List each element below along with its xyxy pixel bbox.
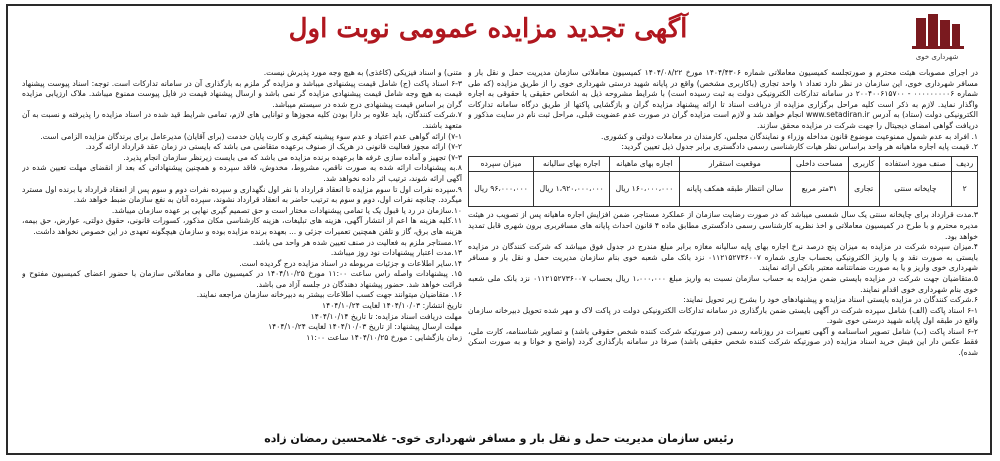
condition-6: ۶.شرکت کنندگان در مزایده بایستی اسناد مزایده و پیشنهادهای خود را بشرح زیر تحویل نمایند: xyxy=(683,295,978,305)
condition-6-1: ۶-۱ اسناد پاکت (الف) شامل سپرده شرکت در آگهی بایستی ضمن بارگذاری در سامانه تدارکات الکترونیکی دولت در پاکت لاک و مهر شده تحویل دبیرخانه سازمان واقع در طبقه اول پایانه شهید درستی خوی شود. xyxy=(468,305,978,326)
paragraph: ۸.به پیشنهادات ارائه شده به صورت ناقص، مشروط، مخدوش، فاقد سپرده و همچنین پیشنهاداتی که بعد از انقضای مهلت تعیین شده در آگهی ارائه شوند، ترتیب اثر داده نخواهد شد. xyxy=(22,163,462,183)
logo-text: شهرداری خوی xyxy=(915,53,959,61)
table-header-cell: صنف مورد استفاده xyxy=(879,156,952,172)
paragraph: ۱۳.مدت اعتبار پیشنهادات نود روز میباشد. xyxy=(330,248,462,258)
intro-paragraph: در اجرای مصوبات هیئت محترم و صورتجلسه کمیسیون معاملاتی شماره ۱۴۰۴/۴۳۰۶ مورخ ۱۴۰۴/۰۸/۲۲ کمیسیون معاملاتی سازمان مدیریت حمل و نقل بار و مسافر شهرداری خوی، این سازمان در نظر دارد تعداد ۱ واحد تجاری (باکاربری مشخص) واقع در پایانه شهید درستی شهرداری خوی را از طریق مزایده (که طی شماره ۰۰۰۰۰۰۰۰۰۶ - ۲۰۰۴۰۰۶۱۵۷۰۰ در سامانه تدارکات الکترونیکی دولت به ثبت رسیده است) با شرایط مشروحه ذیل به اشخاص حقیقی یا حقوقی به اجاره واگذار نماید. لازم به ذکر است کلیه مراحل برگزاری مزایده از دریافت اسناد تا ارائه پیشنهاد مزایده گران و بازگشایی پاکتها از طریق درگاه سامانه تدارکات الکترونیکی دولت (ستاد) به آدرس www.setadiran.ir انجام خواهد شد و لازم است مزایده گران در صورت عدم عضویت قبلی، مراحل ثبت نام در سایت مذکور و دریافت گواهی امضای دیجیتال را جهت شرکت در مزایده محقق سازند. xyxy=(468,68,978,130)
advertisement-frame xyxy=(6,4,992,455)
table-cell: ۱۶۰،۰۰۰،۰۰۰ ریال xyxy=(610,172,679,207)
table-cell: تجاری xyxy=(848,172,879,207)
table-header-cell: اجاره بهای سالیانه xyxy=(534,156,610,172)
signature-line: رئیس سازمان مدیریت حمل و نقل بار و مسافر شهرداری خوی- غلامحسین رمضان زاده xyxy=(264,432,734,445)
paragraph: ۷-۱) ارائه گواهی عدم اعتیاد و عدم سوء پیشینه کیفری و کارت پایان خدمت (برای آقایان) مدیرعامل برای برندگان مزایده الزامی است. xyxy=(40,131,462,141)
condition-3: ۳.مدت قرارداد برای چایخانه سنتی یک سال شمسی میباشد که در صورت رضایت سازمان از عملکرد مستاجر، ضمن افزایش اجاره ماهیانه پس از تصویب در هیئت مدیره محترم و با طرح در کمیسیون معاملاتی و اخذ نظریه کارشناسی رسمی دادگستری مطابق ماده ۴ قانون احداث پایانه های مسافربری برون شهری قابل تمدید خواهد بود. xyxy=(468,210,978,241)
paragraph: ۱۰.سازمان در رد یا قبول یک یا تمامی پیشنهادات مختار است و حق تصمیم گیری نهایی بر عهده سازمان میباشد. xyxy=(111,205,462,215)
condition-6-2: ۶-۲ اسناد پاکت (ب) شامل تصویر اساسنامه و آگهی تغییرات در روزنامه رسمی (در صورتیکه شرکت کننده شخص حقوقی باشد) و تصاویر شناسنامه، کارت ملی، فقط عکس دار این فیش خرید اسناد مزایده (در صورتیکه شرکت کننده شخص حقیقی باشد) صرفا در سامانه بارگذاری گردد (واضح و خوانا و به صورت اسکن شده). xyxy=(468,326,978,358)
header xyxy=(8,6,990,68)
table-header-cell: میزان سپرده xyxy=(469,156,534,172)
table-header-cell: ردیف xyxy=(952,156,978,172)
table-header-row xyxy=(469,156,978,172)
paragraph: ۱۴.سایر اطلاعات و جزئیات مربوطه در اسناد مزایده درج گردیده است. xyxy=(239,258,462,268)
right-column xyxy=(468,68,978,423)
rental-table xyxy=(468,156,978,208)
condition-2: ۲. قیمت پایه اجاره ماهیانه هر واحد براساس نظر هیات کارشناسی رسمی دادگستری برابر جدول ذیل تعیین گردید: xyxy=(621,142,978,152)
paragraph: ۶-۳ اسناد پاکت (ج) شامل قیمت پیشنهادی میباشد و مزایده گر ملزم به بارگذاری آن در سامانه تدارکات است. توجه: اسناد پیوست پیشنهاد قیمت به هیچ وجه شامل قیمت پیشنهادی مزایده گر نمی باشد و ارسال پیشنهاد قیمت در فایل پیوست ممنوع میباشد. ملاک ارزیابی مزایده گران بر اساس قیمت پیشنهادی درج شده در سیستم میباشد. xyxy=(22,78,462,109)
page-title: آگهی تجدید مزایده عمومی نوبت اول xyxy=(288,14,688,44)
table-cell: ۹۶،۰۰۰،۰۰۰ ریال xyxy=(469,172,534,207)
submit-deadline: مهلت ارسال پیشنهاد: از تاریخ ۱۴۰۴/۱۰/۰۳ لغایت ۱۴۰۴/۱۰/۲۴ xyxy=(268,322,462,332)
paragraph: ۱۲.مستاجر ملزم به فعالیت در صنف تعیین شده هر واحد می باشد. xyxy=(252,237,462,247)
paragraph: ۷-۳) تجهیز و آماده سازی غرفه ها برعهده برنده مزایده می باشد که می بایست زیرنظر سازمان انجام پذیرد. xyxy=(123,152,462,162)
paragraph: ۱۵. پیشنهادات واصله راس ساعت ۱۱:۰۰ مورخ ۱۴۰۴/۱۰/۲۵ در کمیسیون مالی و معاملاتی سازمان با حضور اعضای کمیسیون مفتوح و قرائت خواهد شد. حضور پیشنهاد دهندگان در جلسه آزاد می باشد. xyxy=(22,269,462,289)
paragraph: متنی) و اسناد فیزیکی (کاغذی) به هیچ وجه مورد پذیرش نیست. xyxy=(263,68,462,77)
building-logo-icon xyxy=(902,12,972,64)
table-cell: چایخانه سنتی xyxy=(879,172,952,207)
left-column xyxy=(22,68,462,423)
table-cell: ۲ xyxy=(952,172,978,207)
condition-4: ۴.میزان سپرده شرکت در مزایده به میزان پنج درصد نرخ اجاره بهای پایه سالیانه مغازه برابر مبلغ مندرج در جدول فوق میباشد که شرکت کنندگان در مزایده بایستی به صورت نقد و یا واریز الکترونیکی بحساب جاری شماره ۰۱۱۲۱۵۲۷۳۶۰۰۷ نزد بانک ملی شعبه خوی بنام سازمان مدیریت حمل و نقل بار و مسافر شهرداری خوی واریز و یا به صورت ضمانتنامه معتبر بانکی ارائه نمایند. xyxy=(468,242,978,273)
table-cell: ۳۱متر مربع xyxy=(791,172,849,207)
paragraph: ۷-۲) ارائه مجوز فعالیت قانونی در هریک از صنوف برعهده متقاضی می باشد که بایستی در زمان عقد قرارداد ارائه گردد. xyxy=(85,142,462,152)
condition-5: ۵.متقاضیان جهت شرکت در مزایده بایستی ضمن مزایده به حساب سازمان نسبت به واریز مبلغ ۱،۰۰۰،۰۰۰ ریال بحساب ۰۱۱۲۱۵۲۷۳۶۰۰۷ نزد بانک ملی شعبه خوی بنام شهرداری خوی اقدام نمایند. xyxy=(468,273,978,294)
paragraph: ۹.سپرده نفرات اول تا سوم مزایده تا انعقاد قرارداد با نفر اول نگهداری و سپرده نفرات دوم و سوم پس از انعقاد قرارداد با برنده اول مسترد میگردد. چنانچه نفرات اول، دوم و سوم به ترتیب حاضر به انعقاد قرارداد نشوند، سپرده آنان به نفع سازمان ضبط خواهد شد. xyxy=(22,184,462,205)
docs-deadline: مهلت دریافت اسناد مزایده: تا تاریخ ۱۴۰۴/۱۰/۱۴ xyxy=(310,311,462,321)
opening-date: زمان بازگشایی : مورخ ۱۴۰۴/۱۰/۲۵ ساعت ۱۱:۰۰ xyxy=(306,332,462,342)
table-header-cell: مساحت داخلی xyxy=(791,156,849,172)
table-cell: سالن انتظار طبقه همکف پایانه xyxy=(679,172,790,207)
paragraph: ۱۶. متقاضیان میتوانند جهت کسب اطلاعات بیشتر به دبیرخانه سازمان مراجعه نمایند. xyxy=(196,290,462,300)
municipality-logo xyxy=(902,12,972,64)
table-cell: ۱،۹۲۰،۰۰۰،۰۰۰ ریال xyxy=(534,172,610,207)
paragraph: ۱۱.کلیه هزینه ها اعم از انتشار آگهی، هزینه های تبلیغات، هزینه کارشناسی مکان مذکور، کسورات قانونی، حقوق دولتی، عوارض، حق بیمه، هزینه های برق، گاز و تلفن همچنین تعمیرات جزئی و ... بعهده برنده مزایده بوده و سازمان هیچگونه تعهدی در این خصوص نخواهد داشت. xyxy=(22,216,462,236)
table-header-cell: اجاره بهای ماهیانه xyxy=(610,156,679,172)
table-header-cell: کاربری xyxy=(848,156,879,172)
paragraph: ۷.شرکت کنندگان، باید علاوه بر دارا بودن کلیه مجوزها و توانایی های لازم، تمامی شرایط قید شده در اسناد مزایده را پذیرفته و نسبت به آن متعهد باشند. xyxy=(22,110,462,130)
table-row xyxy=(469,172,978,207)
condition-1: ۱. افراد به عدم شمول ممنوعیت موضوع قانون مداخله وزراء و نمایندگان مجلس، کارمندان در معاملات دولتی و کشوری. xyxy=(601,131,978,141)
publish-date: تاریخ انتشار: ۱۴۰۴/۱۰/۰۳ لغایت ۱۴۰۴/۱۰/۲۴ xyxy=(322,301,462,311)
table-header-cell: موقعیت استقرار xyxy=(679,156,790,172)
